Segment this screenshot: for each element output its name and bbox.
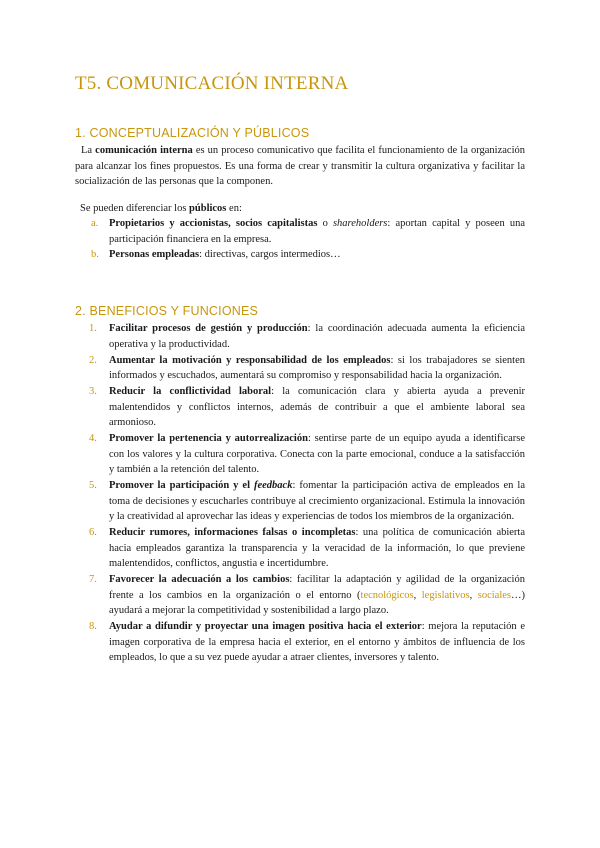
page-title: T5. COMUNICACIÓN INTERNA: [75, 73, 349, 94]
list-item: 8. Ayudar a difundir y proyectar una imagen positiva hacia el exterior: mejora la reputación e imagen corporativa de la empresa hacia el exterior, en el entorno y ámbitos de influencia de los empleados, lo que a su vez puede ayudar a atraer clientes, inversores y talento.: [89, 621, 525, 663]
list-marker: 7.: [89, 574, 97, 585]
section-2-heading: 2. BENEFICIOS Y FUNCIONES: [75, 304, 259, 318]
list-item: a. Propietarios y accionistas, socios capitalistas o shareholders: aportan capital y poseen una participación financiera en la empresa.: [91, 218, 526, 245]
list-item: 2. Aumentar la motivación y responsabilidad de los empleados: si los trabajadores se sienten informados y escuchados, aumentará su compromiso y responsabilidad hacia la organización.: [89, 354, 526, 381]
benefits-list: [75, 321, 525, 666]
list-marker: a.: [91, 218, 99, 229]
list-item: 5. Promover la participación y el feedback: fomentar la participación activa de empleados en la toma de decisiones y escucharles contribuye al crecimiento organizacional. Estimula la innovación y la creatividad al aprovechar las ideas y experiencias de todos los miembros de la organización.: [89, 480, 525, 522]
list-item: 7. Favorecer la adecuación a los cambios: facilitar la adaptación y agilidad de la organización frente a los cambios en la organización o el entorno (tecnológicos, legislativos, sociales…) ayudará a mejorar la competitividad y sostenibilidad a largo plazo.: [89, 574, 526, 616]
list-item: 3. Reducir la conflictividad laboral: la comunicación clara y abierta ayuda a prevenir malentendidos y conflictos internos, además de contribuir a que el ambiente laboral sea armonioso.: [89, 386, 525, 428]
highlight-term: legislativos: [421, 589, 470, 601]
section-1-heading: 1. CONCEPTUALIZACIÓN Y PÚBLICOS: [75, 126, 310, 140]
list-marker: 6.: [89, 527, 97, 538]
highlight-term: tecnológicos: [360, 589, 414, 601]
list-marker: 4.: [89, 433, 97, 444]
list-item: b. Personas empleadas: directivas, cargos intermedios…: [75, 247, 525, 263]
list-marker: 8.: [89, 621, 97, 632]
list-marker: 2.: [89, 354, 97, 366]
highlight-term: sociales: [477, 589, 512, 601]
intro-paragraph: La comunicación interna es un proceso comunicativo que facilita el funcionamiento de la organización para alcanzar los fines propuestos. Es una forma de crear y transmitir la cultura organizativa y facilitar la socialización de las personas que la componen.: [75, 145, 525, 187]
list-marker: b.: [91, 249, 99, 260]
list-item: 4. Promover la pertenencia y autorrealización: sentirse parte de un equipo ayuda a identificarse con los valores y la cultura corporativa. Conecta con la parte emocional, conduce a la satisfacción y también a la retención del talento.: [89, 433, 525, 475]
list-item: 1. Facilitar procesos de gestión y producción: la coordinación adecuada aumenta la eficiencia operativa y la productividad.: [89, 323, 525, 350]
list-item: 6. Reducir rumores, informaciones falsas o incompletas: una política de comunicación abierta hacia empleados garantiza la transparencia y la veracidad de la información, lo que previene malentendidos, conflictos, angustia e incertidumbre.: [89, 527, 526, 569]
list-marker: 5.: [89, 480, 97, 491]
publics-list: [75, 216, 525, 263]
list-marker: 3.: [89, 386, 97, 397]
publics-intro: Se pueden diferenciar los públicos en:: [80, 203, 242, 214]
list-marker: 1.: [89, 323, 97, 334]
